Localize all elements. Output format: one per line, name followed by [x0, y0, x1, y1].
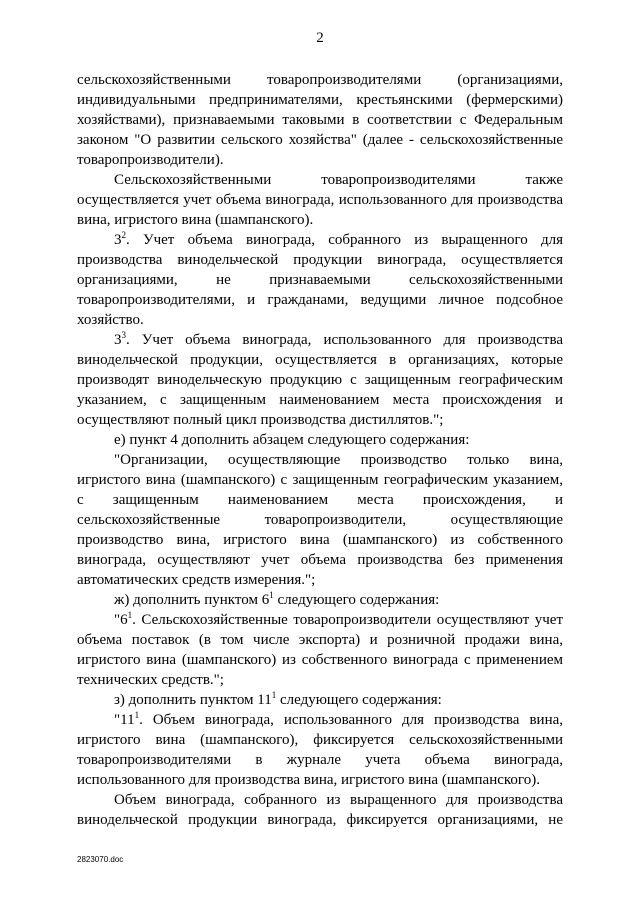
text-line: производят винодельческую продукцию с защищенным географическим: [77, 372, 563, 388]
text-line: винодельческой продукции винограда, фиксируется организациями, не: [77, 812, 563, 828]
text-line: игристого вина (шампанского), фиксируется сельскохозяйственными: [77, 732, 563, 748]
superscript-index: 1: [127, 610, 133, 620]
text-line: е) пункт 4 дополнить абзацем следующего содержания:: [114, 432, 470, 448]
text-line: [77, 690, 563, 710]
line-text-start: 3: [114, 232, 122, 248]
text-line: технических средств.";: [77, 672, 224, 688]
text-line: товаропроизводителями в журнале учета объема винограда,: [77, 752, 563, 768]
text-line: винодельческой продукции, осуществляется в организациях, которые: [77, 352, 563, 368]
superscript-index: 2: [121, 230, 126, 240]
superscript-index: 1: [269, 590, 274, 600]
line-text-end: . Учет объема винограда, использованного для производства: [126, 332, 563, 348]
text-line: игристого вина (шампанского) из собственного винограда с применением: [77, 652, 563, 668]
text-line: [77, 590, 563, 610]
line-text-end: следующего содержания:: [276, 692, 442, 708]
text-line: индивидуальными предпринимателями, крестьянскими (фермерскими): [77, 92, 563, 108]
text-line: с защищенным наименованием места происхождения, и: [77, 492, 563, 508]
document-body: [77, 70, 563, 830]
text-line: Сельскохозяйственными товаропроизводителями также: [114, 172, 563, 188]
text-line: объема поставок (в том числе экспорта) и розничной продажи вина,: [77, 632, 563, 648]
text-line: хозяйствами), признаваемыми таковыми в соответствии с Федеральным: [77, 112, 563, 128]
superscript-index: 3: [121, 330, 126, 340]
text-line: осуществляют полный цикл производства дистиллятов.";: [77, 412, 444, 428]
text-line: [77, 230, 563, 250]
line-text-end: . Сельскохозяйственные товаропроизводители осуществляют учет: [132, 612, 563, 628]
line-text-start: 3: [114, 332, 122, 348]
line-text-start: "6: [114, 612, 128, 628]
text-line: Объем винограда, собранного из выращенного для производства: [114, 792, 563, 808]
line-text-start: "11: [114, 712, 135, 728]
text-line: сельскохозяйственные товаропроизводители, осуществляющие: [77, 512, 563, 528]
superscript-index: 1: [134, 710, 140, 720]
line-text-start: з) дополнить пунктом 11: [114, 692, 272, 708]
text-line: [77, 710, 563, 730]
text-line: законом "О развитии сельского хозяйства" (далее - сельскохозяйственные: [77, 132, 563, 148]
text-line: вина, игристого вина (шампанского).: [77, 212, 314, 228]
text-line: организациями, не признаваемыми сельскохозяйственными: [77, 272, 563, 288]
footer-filename: 2823070.doc: [77, 855, 124, 864]
page-number: 2: [316, 30, 324, 46]
text-line: товаропроизводителями, и гражданами, ведущими личное подсобное: [77, 292, 563, 308]
text-line: товаропроизводители).: [77, 152, 224, 168]
text-line: использованного для производства вина, игристого вина (шампанского).: [77, 772, 540, 788]
line-text-start: ж) дополнить пунктом 6: [114, 592, 270, 608]
line-text-end: . Объем винограда, использованного для производства вина,: [139, 712, 563, 728]
text-line: производства винодельческой продукции винограда, осуществляется: [77, 252, 563, 268]
text-line: автоматических средств измерения.";: [77, 572, 316, 588]
superscript-index: 1: [271, 690, 277, 700]
text-line: осуществляется учет объема винограда, использованного для производства: [77, 192, 563, 208]
text-line: [77, 610, 563, 630]
text-line: "Организации, осуществляющие производство только вина,: [114, 452, 563, 468]
text-line: производство вина, игристого вина (шампанского) из собственного: [77, 532, 563, 548]
text-line: игристого вина (шампанского) с защищенным географическим указанием,: [77, 472, 563, 488]
text-line: винограда, осуществляют учет объема производства без применения: [77, 552, 563, 568]
text-line: указанием, с защищенным наименованием места происхождения и: [77, 392, 563, 408]
line-text-end: . Учет объема винограда, собранного из выращенного для: [126, 232, 563, 248]
line-text-end: следующего содержания:: [273, 592, 440, 608]
text-line: хозяйство.: [77, 312, 144, 328]
text-line: [77, 330, 563, 350]
text-line: сельскохозяйственными товаропроизводителями (организациями,: [77, 72, 563, 88]
